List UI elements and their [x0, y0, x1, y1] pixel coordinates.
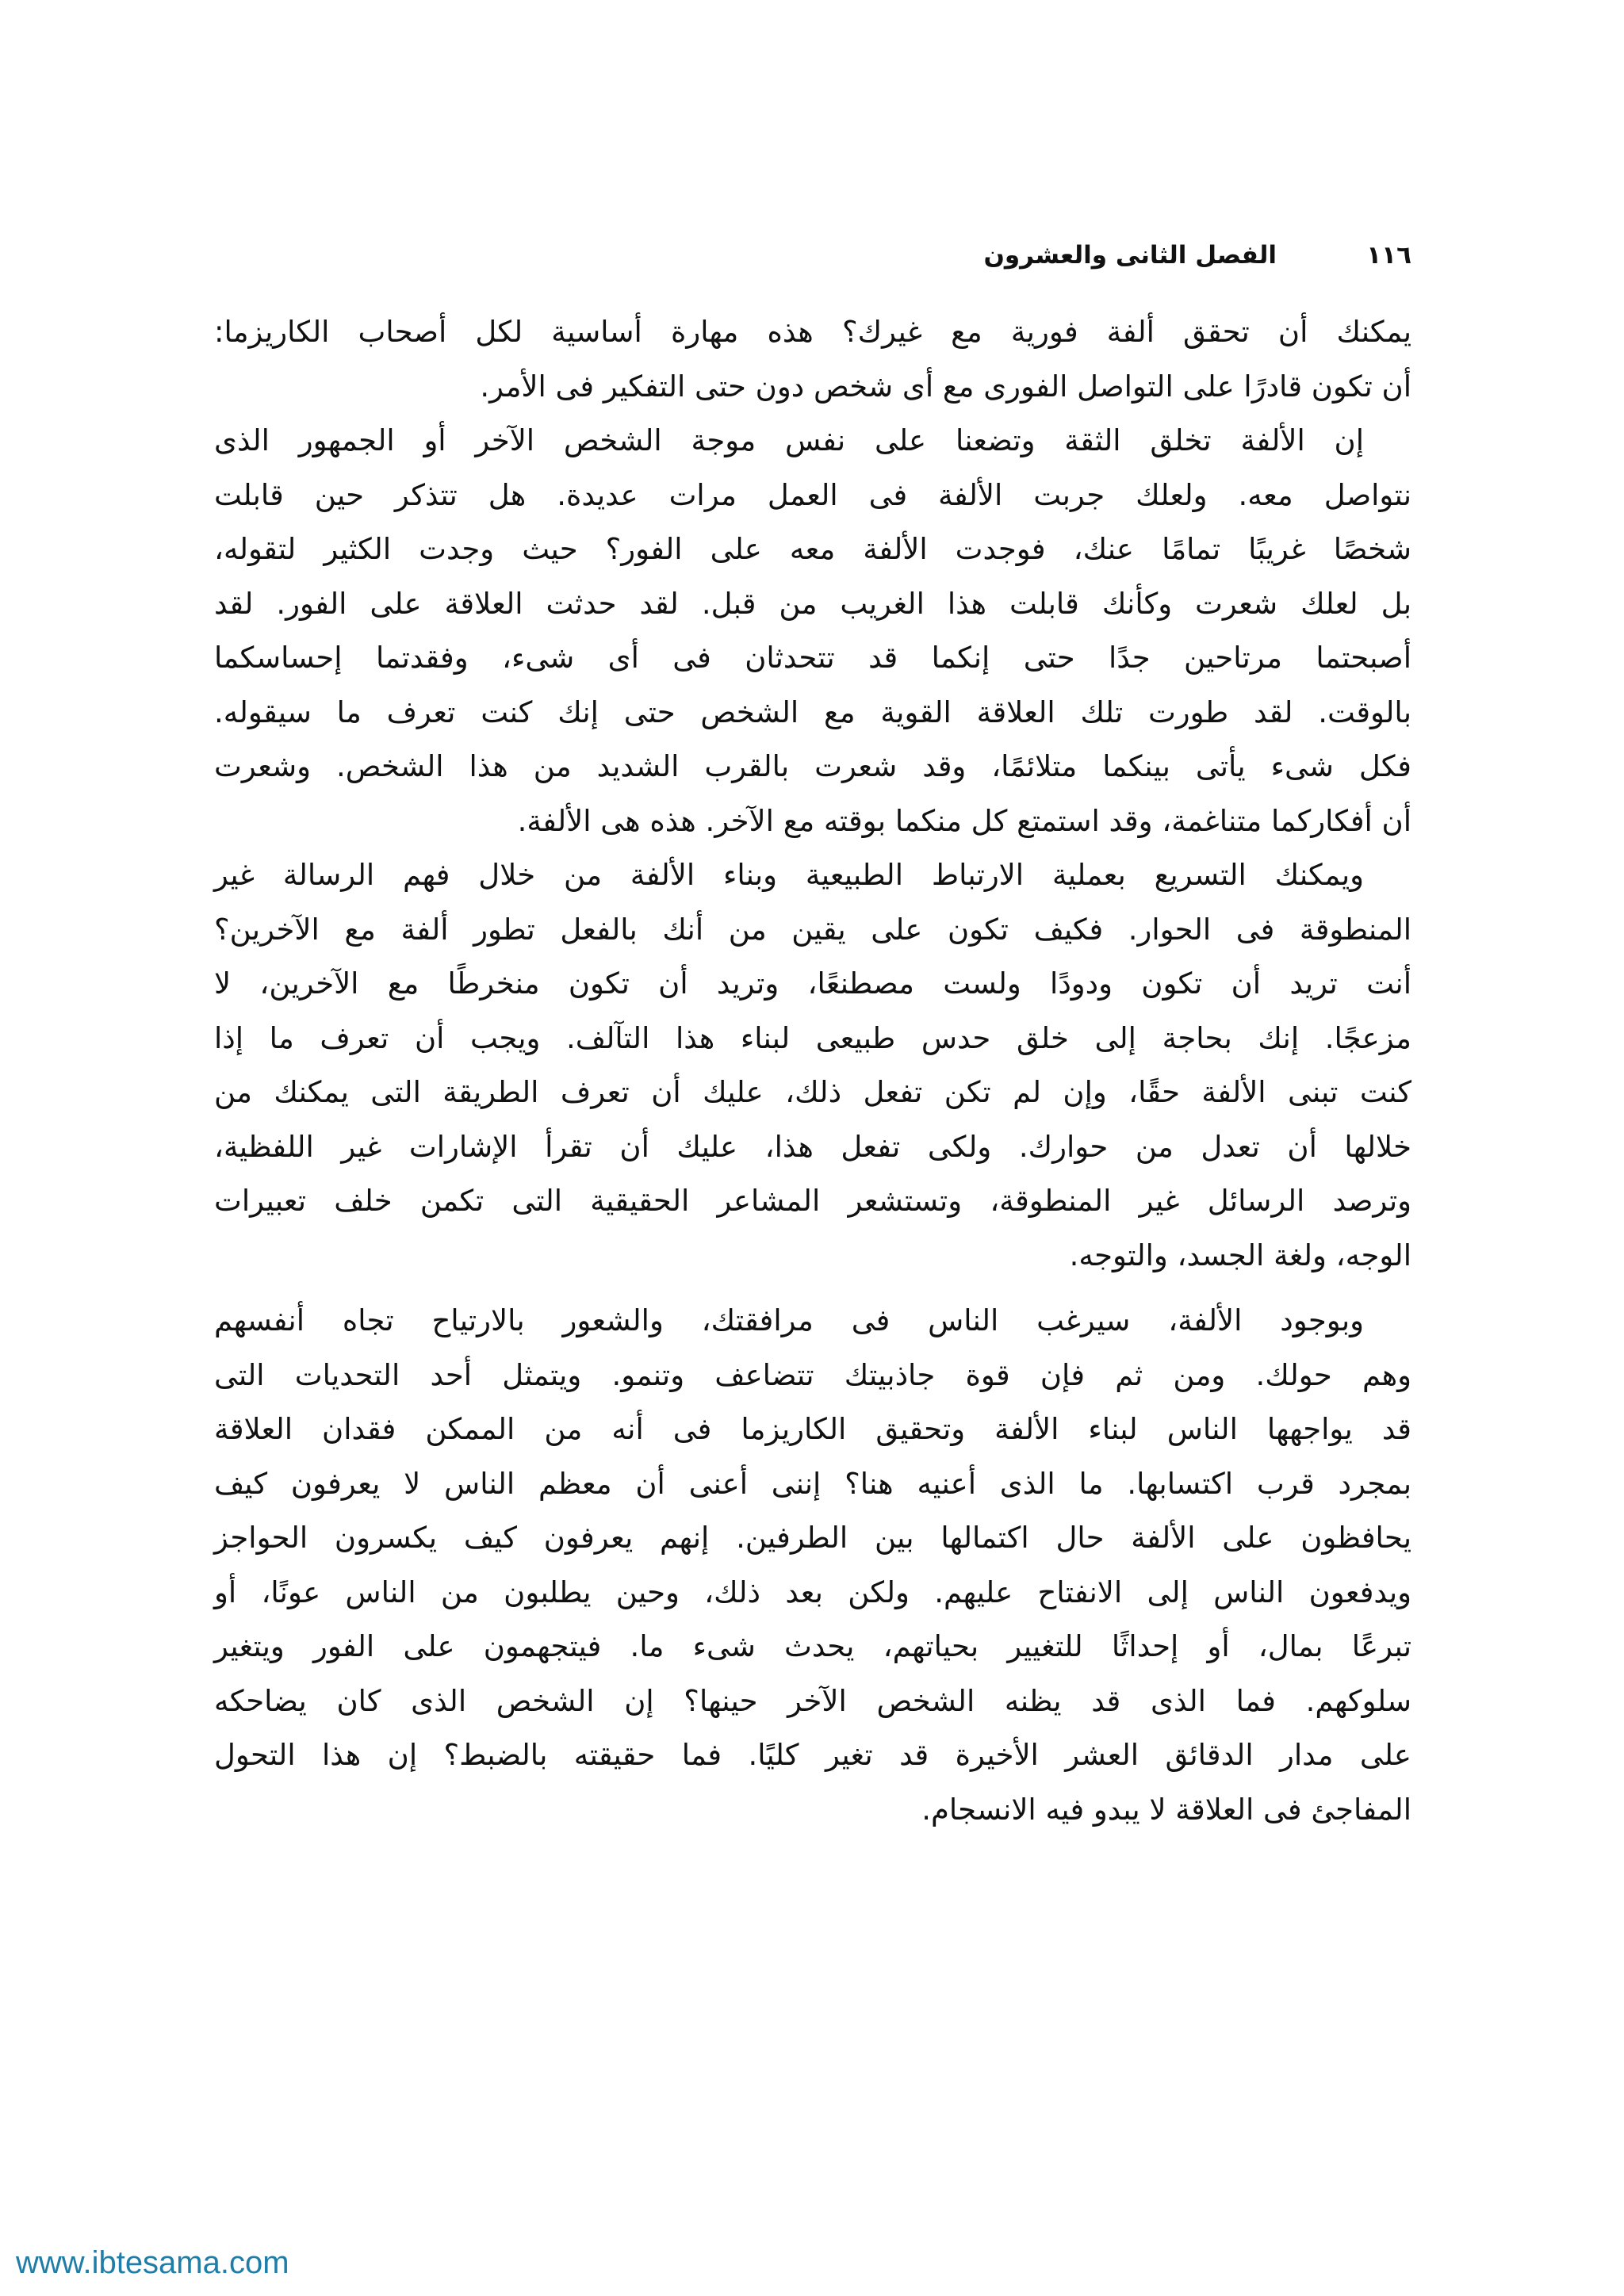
text-line: مزعجًا. إنك بحاجة إلى خلق حدس طبيعى لبناء هذا التآلف. ويجب أن تعرف ما إذا — [214, 1020, 1411, 1055]
text-line: أن أفكاركما متناغمة، وقد استمتع كل منكما بوقته مع الآخر. هذه هى الألفة. — [517, 803, 1411, 838]
paragraph — [214, 305, 1411, 414]
text-line: وترصد الرسائل غير المنطوقة، وتستشعر المشاعر الحقيقية التى تكمن خلف تعبيرات — [214, 1184, 1411, 1218]
text-line: نتواصل معه. ولعلك جربت الألفة فى العمل مرات عديدة. هل تتذكر حين قابلت — [214, 477, 1411, 512]
text-line: سلوكهم. فما الذى قد يظنه الشخص الآخر حينها؟ إن الشخص الذى كان يضاحكه — [214, 1683, 1411, 1718]
text-line: يمكنك أن تحقق ألفة فورية مع غيرك؟ هذه مهارة أساسية لكل أصحاب الكاريزما: — [214, 315, 1411, 349]
paragraph-gap — [214, 1283, 1411, 1294]
body-text — [214, 305, 1411, 1837]
paragraph — [214, 414, 1411, 848]
page-header — [262, 241, 1411, 281]
footer-url-link[interactable]: www.ibtesama.com — [16, 2245, 289, 2280]
paragraph — [214, 1294, 1411, 1837]
text-line: شخصًا غريبًا تمامًا عنك، فوجدت الألفة معه على الفور؟ حيث وجدت الكثير لتقوله، — [214, 532, 1411, 566]
text-line: إن الألفة تخلق الثقة وتضعنا على نفس موجة الشخص الآخر أو الجمهور الذى — [214, 423, 1364, 457]
text-line: أن تكون قادرًا على التواصل الفورى مع أى شخص دون حتى التفكير فى الأمر. — [480, 369, 1411, 404]
text-line: بالوقت. لقد طورت تلك العلاقة القوية مع الشخص حتى إنك كنت تعرف ما سيقوله. — [214, 695, 1411, 729]
text-line: ويدفعون الناس إلى الانفتاح عليهم. ولكن بعد ذلك، وحين يطلبون من الناس عونًا، أو — [214, 1575, 1411, 1609]
text-line: وهم حولك. ومن ثم فإن قوة جاذبيتك تتضاعف وتنمو. ويتمثل أحد التحديات التى — [214, 1357, 1411, 1392]
text-line: الوجه، ولغة الجسد، والتوجه. — [1069, 1238, 1411, 1272]
text-line: بمجرد قرب اكتسابها. ما الذى أعنيه هنا؟ إننى أعنى أن معظم الناس لا يعرفون كيف — [214, 1466, 1411, 1501]
text-line: المفاجئ فى العلاقة لا يبدو فيه الانسجام. — [921, 1792, 1411, 1827]
text-line: تبرعًا بمال، أو إحداثًا للتغيير بحياتهم، يحدث شىء ما. فيتجهمون على الفور ويتغير — [214, 1629, 1411, 1663]
text-line: بل لعلك شعرت وكأنك قابلت هذا الغريب من قبل. لقد حدثت العلاقة على الفور. لقد — [214, 586, 1411, 621]
text-line: يحافظون على الألفة حال اكتمالها بين الطرفين. إنهم يعرفون كيف يكسرون الحواجز — [214, 1521, 1411, 1555]
paragraph — [214, 848, 1411, 1283]
text-line: المنطوقة فى الحوار. فكيف تكون على يقين من أنك بالفعل تطور ألفة مع الآخرين؟ — [214, 912, 1411, 947]
text-line: فكل شىء يأتى بينكما متلائمًا، وقد شعرت بالقرب الشديد من هذا الشخص. وشعرت — [214, 749, 1411, 783]
text-line: كنت تبنى الألفة حقًا، وإن لم تكن تفعل ذلك، عليك أن تعرف الطريقة التى يمكنك من — [214, 1075, 1411, 1109]
text-line: قد يواجهها الناس لبناء الألفة وتحقيق الكاريزما فى أنه من الممكن فقدان العلاقة — [214, 1412, 1411, 1446]
text-line: أصبحتما مرتاحين جدًا حتى إنكما قد تتحدثان فى أى شىء، وفقدتما إحساسكما — [214, 641, 1411, 675]
chapter-title: الفصل الثانى والعشرون — [983, 241, 1277, 270]
text-line: أنت تريد أن تكون ودودًا ولست مصطنعًا، وتريد أن تكون منخرطًا مع الآخرين، لا — [214, 966, 1411, 1001]
text-line: على مدار الدقائق العشر الأخيرة قد تغير كليًا. فما حقيقته بالضبط؟ إن هذا التحول — [214, 1738, 1411, 1772]
text-line: ويمكنك التسريع بعملية الارتباط الطبيعية وبناء الألفة من خلال فهم الرسالة غير — [214, 858, 1364, 892]
page-number: ١١٦ — [1366, 241, 1411, 270]
text-line: وبوجود الألفة، سيرغب الناس فى مرافقتك، والشعور بالارتياح تجاه أنفسهم — [214, 1303, 1364, 1337]
text-line: خلالها أن تعدل من حوارك. ولكى تفعل هذا، عليك أن تقرأ الإشارات غير اللفظية، — [214, 1129, 1411, 1164]
